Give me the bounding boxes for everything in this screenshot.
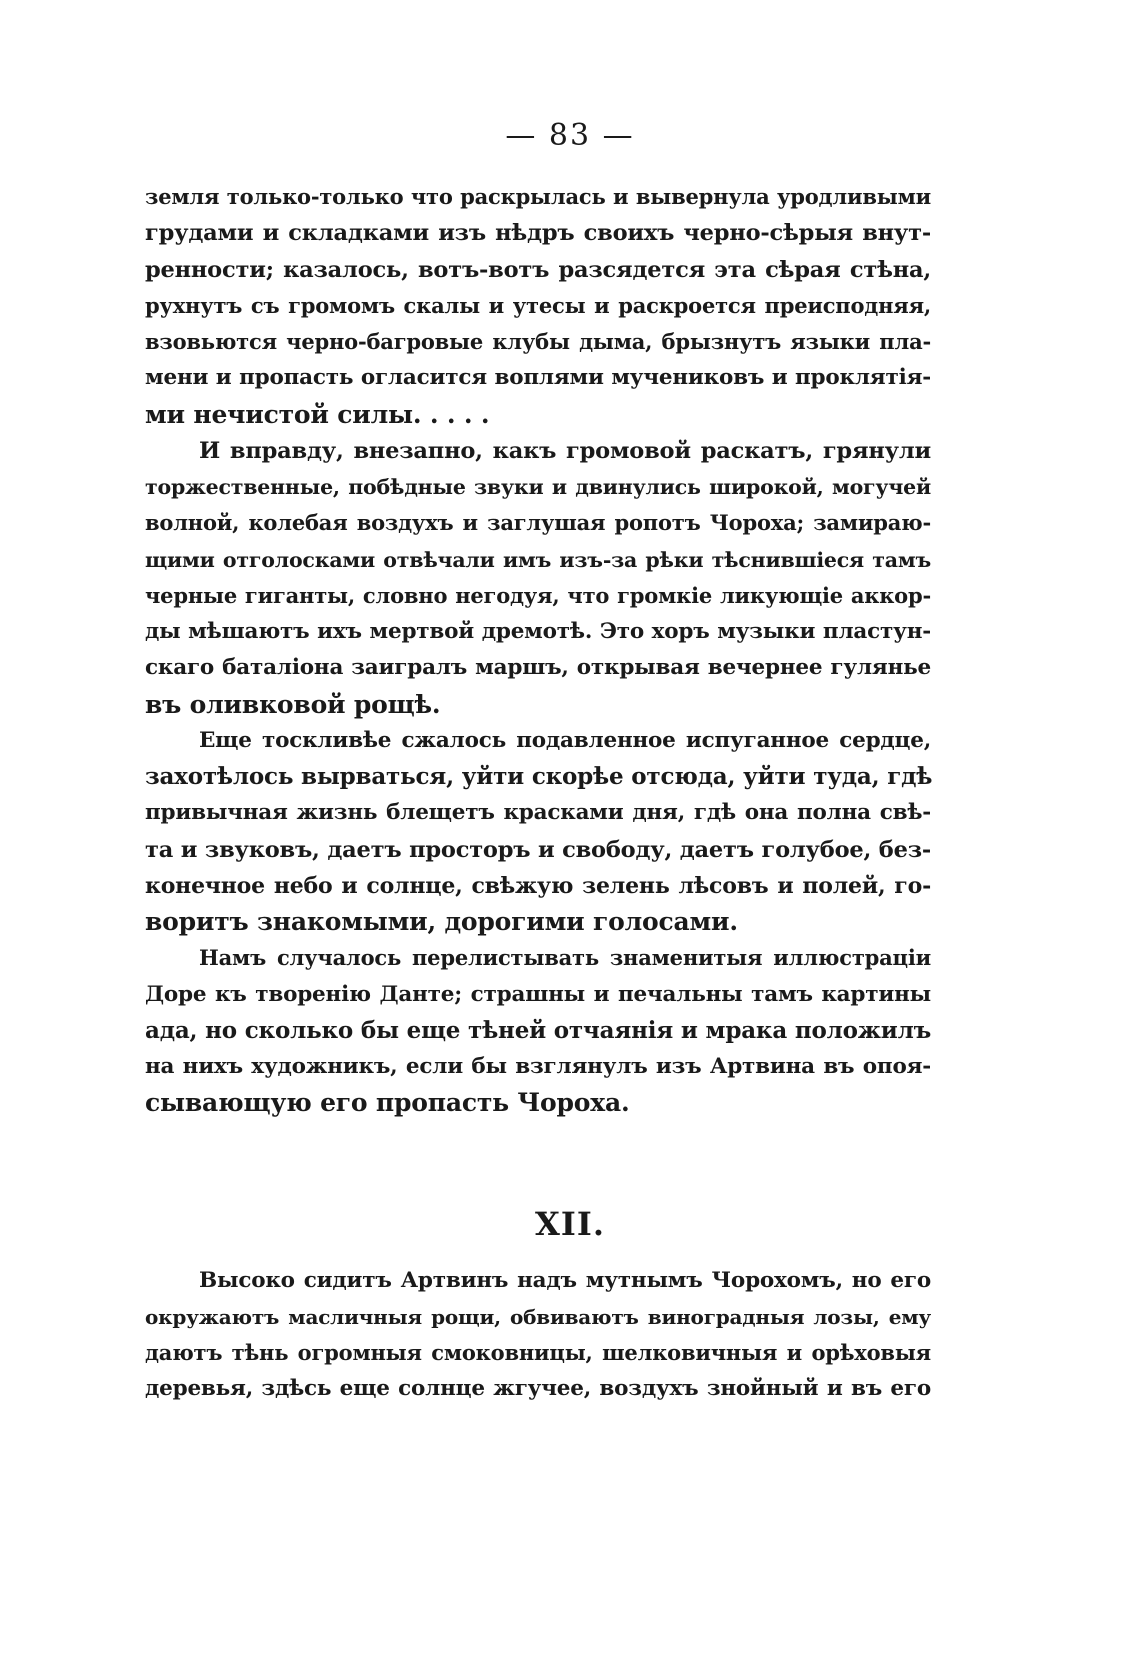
text-line: щими отголосками отвѣчали имъ изъ-за рѣки тѣснившіеся тамъ xyxy=(145,548,931,572)
text-line: захотѣлось вырваться, уйти скорѣе отсюда, уйти туда, гдѣ xyxy=(145,763,933,790)
paragraph-first-line: И вправду, внезапно, какъ громовой раскатъ, грянули xyxy=(199,438,931,464)
text-line: та и звуковъ, даетъ просторъ и свободу, даетъ голубое, без- xyxy=(145,837,931,863)
text-line: рухнутъ съ громомъ скалы и утесы и раскроется преисподняя, xyxy=(145,293,931,318)
paragraph-first-line: Еще тоскливѣе сжалось подавленное испуганное сердце, xyxy=(199,728,931,753)
text-line: мени и пропасть огласится воплями мучениковъ и проклятія- xyxy=(145,365,931,390)
text-line: взовьются черно-багровые клубы дыма, брызнутъ языки пла- xyxy=(145,329,931,354)
paragraph-first-line: Высоко сидитъ Артвинъ надъ мутнымъ Чорохомъ, но его xyxy=(199,1268,931,1293)
text-line: окружаютъ масличныя рощи, обвиваютъ виноградныя лозы, ему xyxy=(145,1305,931,1329)
text-line: ренности; казалось, вотъ-вотъ разсядется эта сѣрая стѣна, xyxy=(145,257,931,283)
paragraph-first-line: Намъ случалось перелистывать знаменитыя иллюстраціи xyxy=(199,945,931,970)
text-line: сывающую его пропасть Чороха. xyxy=(145,1088,630,1117)
text-line: воритъ знакомыми, дорогими голосами. xyxy=(145,907,738,936)
text-line: привычная жизнь блещетъ красками дня, гдѣ она полна свѣ- xyxy=(145,800,931,825)
text-line: волной, колебая воздухъ и заглушая ропотъ Чороха; замираю- xyxy=(145,510,931,535)
text-line: даютъ тѣнь огромныя смоковницы, шелковичныя и орѣховыя xyxy=(145,1340,931,1365)
text-line: ми нечистой силы. . . . . xyxy=(145,400,490,429)
text-line: въ оливковой рощѣ. xyxy=(145,690,441,719)
page-number: — 83 — xyxy=(505,118,635,153)
text-line: грудами и складками изъ нѣдръ своихъ черно-сѣрыя внут- xyxy=(145,220,931,246)
text-line: деревья, здѣсь еще солнце жгучее, воздухъ знойный и въ его xyxy=(145,1376,931,1401)
text-line: на нихъ художникъ, если бы взглянулъ изъ Артвина въ опоя- xyxy=(145,1054,931,1079)
text-line: ада, но сколько бы еще тѣней отчаянія и мрака положилъ xyxy=(145,1017,932,1044)
chapter-heading: XII. xyxy=(535,1205,605,1243)
text-line: конечное небо и солнце, свѣжую зелень лѣсовъ и полей, го- xyxy=(145,873,931,899)
text-line: ды мѣшаютъ ихъ мертвой дремотѣ. Это хоръ музыки пластун- xyxy=(145,619,931,644)
text-line: Доре къ творенію Данте; страшны и печальны тамъ картины xyxy=(145,982,931,1007)
text-line: земля только-только что раскрылась и вывернула уродливыми xyxy=(145,184,931,209)
text-line: торжественные, побѣдные звуки и двинулись широкой, могучей xyxy=(145,475,931,499)
text-line: скаго баталіона заигралъ маршъ, открывая вечернее гулянье xyxy=(145,655,931,680)
text-line: черные гиганты, словно негодуя, что громкіе ликующіе аккор- xyxy=(145,583,931,608)
